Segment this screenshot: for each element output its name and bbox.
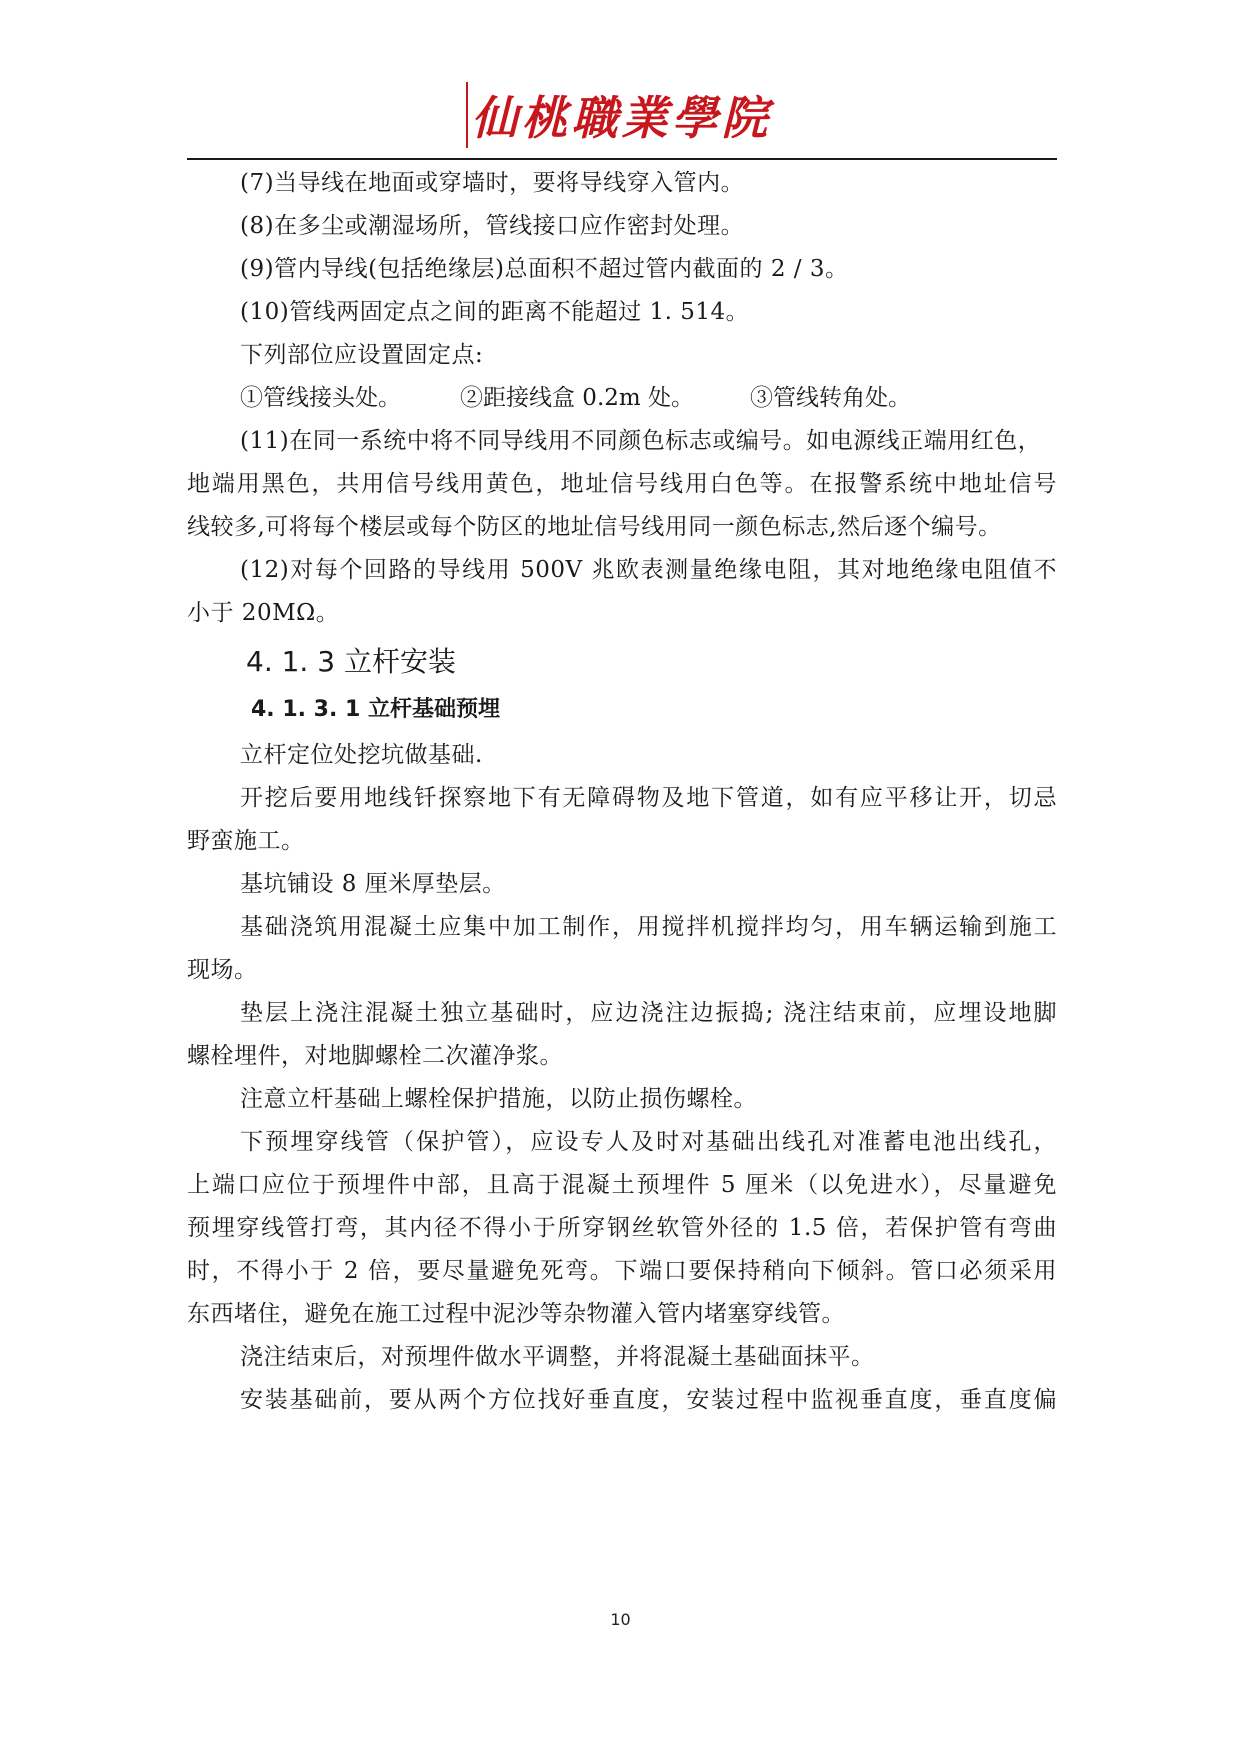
body-line: 螺栓埋件，对地脚螺栓二次灌净浆。 [187, 1043, 563, 1069]
paragraph-10: (10)管线两固定点之间的距离不能超过 1. 514。 [240, 299, 750, 325]
paragraph-7: (7)当导线在地面或穿墙时，要将导线穿入管内。 [240, 170, 745, 196]
body-line: 野蛮施工。 [187, 828, 305, 854]
body-line: 东西堵住，避免在施工过程中泥沙等杂物灌入管内堵塞穿线管。 [187, 1301, 845, 1327]
paragraph-9: (9)管内导线(包括绝缘层)总面积不超过管内截面的 2 / 3。 [240, 256, 849, 282]
section-heading-4-1-3: 4. 1. 3 立杆安装 [246, 645, 456, 678]
body-line: 垫层上浇注混凝土独立基础时，应边浇注边振捣; 浇注结束前，应埋设地脚 [240, 1000, 1057, 1026]
body-line: 立杆定位处挖坑做基础. [240, 742, 483, 768]
paragraph-11-line: (11)在同一系统中将不同导线用不同颜色标志或编号。如电源线正端用红色， [240, 428, 1042, 454]
page-number: 10 [610, 1610, 631, 1629]
fixpoint-item: ①管线接头处。 [240, 385, 401, 411]
paragraph-11-line: 线较多,可将每个楼层或每个防区的地址信号线用同一颜色标志,然后逐个编号。 [187, 514, 1002, 540]
header-logo [0, 82, 1241, 148]
paragraph-12-line: (12)对每个回路的导线用 500V 兆欧表测量绝缘电阻，其对地绝缘电阻值不 [240, 557, 1057, 583]
body-line: 浇注结束后，对预埋件做水平调整，并将混凝土基础面抹平。 [240, 1344, 875, 1370]
body-line: 上端口应位于预埋件中部，且高于混凝土预埋件 5 厘米（以免进水），尽量避免 [187, 1172, 1057, 1198]
body-line: 基础浇筑用混凝土应集中加工制作，用搅拌机搅拌均匀，用车辆运输到施工 [240, 914, 1057, 940]
header-rule [187, 158, 1057, 160]
logo-text: 仙桃職業學院 [466, 82, 776, 148]
fixpoint-item: ③管线转角处。 [750, 385, 911, 411]
section-heading-4-1-3-1: 4. 1. 3. 1 立杆基础预埋 [251, 697, 500, 722]
body-line: 开挖后要用地线钎探察地下有无障碍物及地下管道，如有应平移让开，切忌 [240, 785, 1057, 811]
paragraph-11-line: 地端用黑色，共用信号线用黄色，地址信号线用白色等。在报警系统中地址信号 [187, 471, 1057, 497]
body-line: 现场。 [187, 957, 258, 983]
paragraph-12-line: 小于 20MΩ。 [187, 600, 340, 626]
fixpoint-intro: 下列部位应设置固定点: [240, 342, 484, 368]
body-line: 时，不得小于 2 倍，要尽量避免死弯。下端口要保持稍向下倾斜。管口必须采用 [187, 1258, 1057, 1284]
body-line: 注意立杆基础上螺栓保护措施，以防止损伤螺栓。 [240, 1086, 757, 1112]
body-line: 安装基础前，要从两个方位找好垂直度，安装过程中监视垂直度，垂直度偏 [240, 1387, 1057, 1413]
body-line: 预埋穿线管打弯，其内径不得小于所穿钢丝软管外径的 1.5 倍，若保护管有弯曲 [187, 1215, 1057, 1241]
fixpoint-item: ②距接线盒 0.2m 处。 [460, 385, 695, 411]
paragraph-8: (8)在多尘或潮湿场所，管线接口应作密封处理。 [240, 213, 745, 239]
body-line: 基坑铺设 8 厘米厚垫层。 [240, 871, 506, 897]
body-line: 下预埋穿线管（保护管），应设专人及时对基础出线孔对准蓄电池出线孔， [240, 1129, 1057, 1155]
